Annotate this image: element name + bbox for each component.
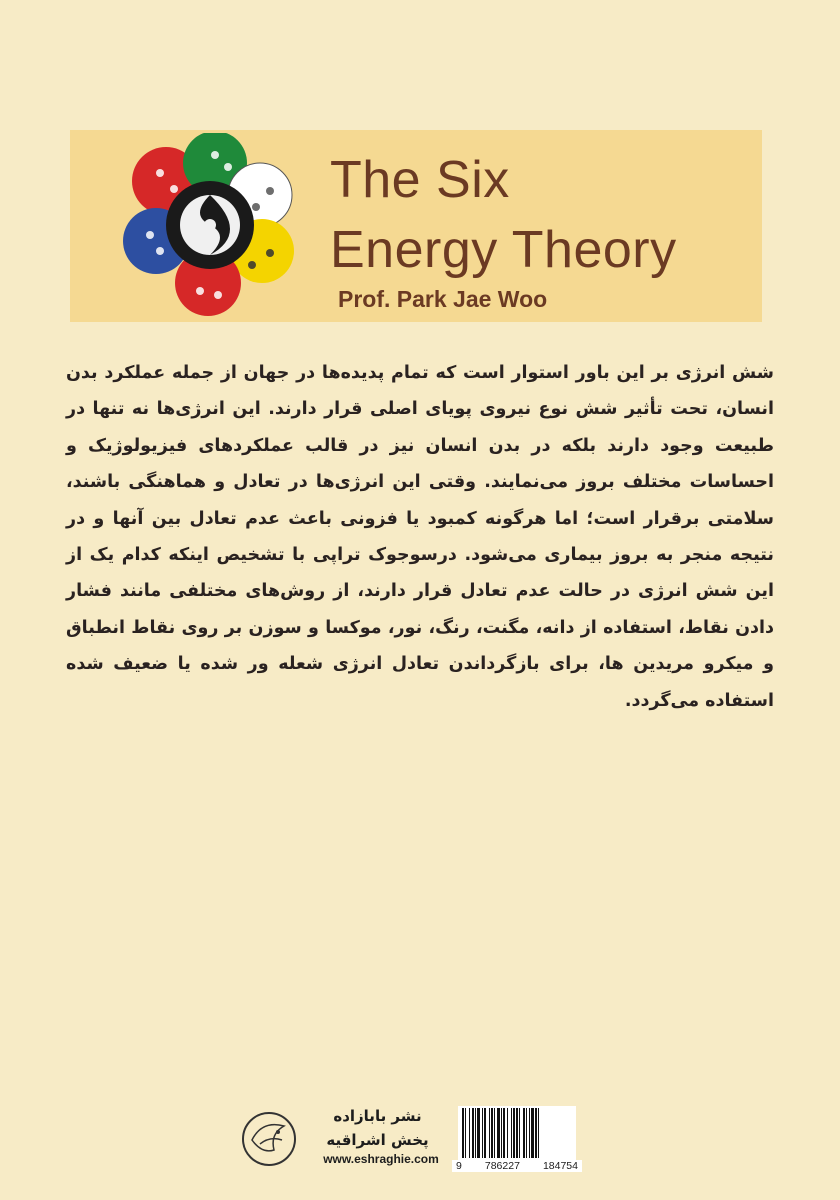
publisher-name-line1: نشر بابازاده xyxy=(333,1107,422,1125)
book-title-line2: Energy Theory xyxy=(330,221,677,279)
back-cover-description: شش انرژی بر این باور استوار است که تمام پدیده‌ها در جهان از جمله عملکرد بدن انسان، تحت تأثیر شش نوع نیروی پویای اصلی قرار دارند. این انرژی‌ها نه تنها در طبیعت وجود دارند بلکه در بدن انسان نیز در قالب عملکردهای فیزیولوژیک و احساسات مختلف بروز می‌نمایند. وقتی این انرژی‌ها در تعادل و هماهنگی باشند، سلامتی برقرار است؛ اما هرگونه کمبود یا فزونی باعث عدم تعادل بین آنها و در نتیجه منجر به بروز بیماری می‌شود. درسوجوک تراپی با تشخیص اینکه کدام یک از این شش انرژی در حالت عدم تعادل قرار دارند، از روش‌های مختلفی مانند فشار دادن نقاط، استفاده از دانه، مگنت، رنگ، نور، موکسا و سوزن بر روی نقاط انطباق و میکرو مریدین ها، برای بازگرداندن تعادل انرژی شعله ور شده یا ضعیف شده استفاده می‌گردد. xyxy=(66,363,774,711)
author-name: Prof. Park Jae Woo xyxy=(338,286,548,312)
isbn-digits xyxy=(452,1160,582,1172)
publisher-name-line2: پخش اشراقیه xyxy=(326,1131,429,1149)
isbn-barcode xyxy=(458,1106,576,1160)
title-banner xyxy=(70,130,762,322)
isbn-digits-right: 184754 xyxy=(542,1160,578,1172)
publisher-website: www.eshraghie.com xyxy=(323,1152,439,1166)
publisher-name xyxy=(310,1104,445,1152)
emblem-center xyxy=(204,219,216,231)
isbn-digit-prefix: 9 xyxy=(456,1160,462,1172)
isbn-digits-left: 786227 xyxy=(484,1160,520,1172)
publisher-block xyxy=(240,1100,780,1190)
book-title-line1: The Six xyxy=(330,151,510,209)
publisher-logo xyxy=(240,1110,298,1168)
six-energy-emblem xyxy=(120,133,300,318)
